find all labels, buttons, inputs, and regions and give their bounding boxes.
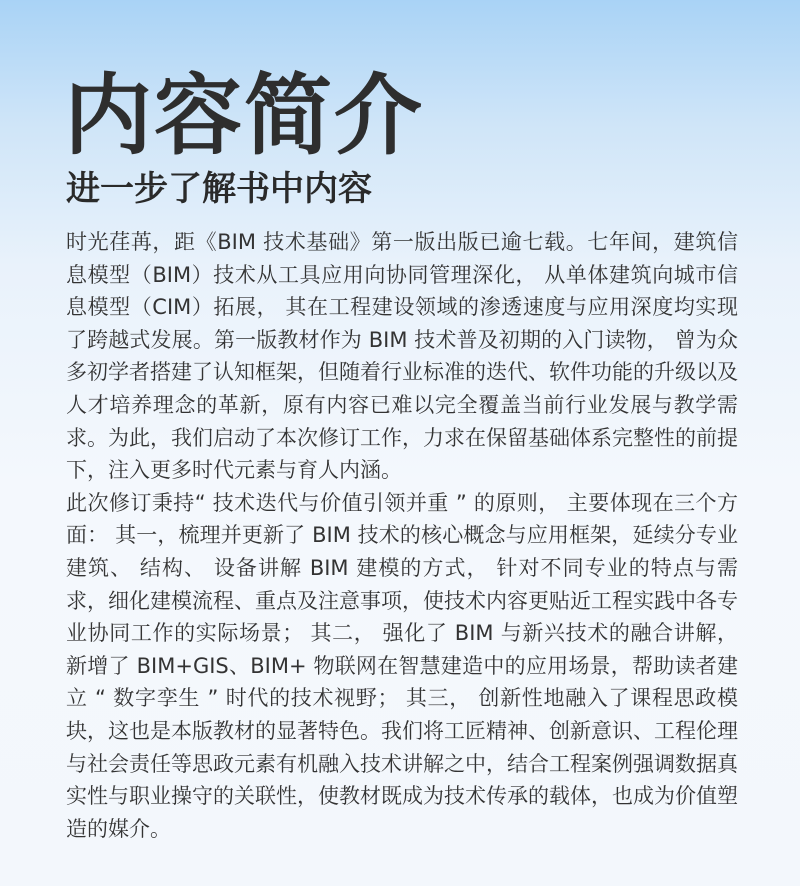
page-title: 内容简介 (64, 64, 425, 167)
page-subtitle: 进一步了解书中内容 (66, 169, 372, 209)
intro-paragraph-2: 此次修订秉持“ 技术迭代与价值引领并重 ” 的原则， 主要体现在三个方面： 其一，梳理并更新了 BIM 技术的核心概念与应用框架，延续分专业建筑、 结构、 设备讲解 BIM 建模的方式， 针对不同专业的特点与需求，细化建模流程、重点及注意事项，使技术内容更贴近工程实践中各专业协同工作的实际场景； 其二， 强化了 BIM 与新兴技术的融合讲解，新增了 BIM+GIS、BIM+ 物联网在智慧建造中的应用场景，帮助读者建立 “ 数字孪生 ” 时代的技术视野； 其三， 创新性地融入了课程思政模块，这也是本版教材的显著特色。我们将工匠精神、创新意识、工程伦理与社会责任等思政元素有机融入技术讲解之中，结合工程案例强调数据真实性与职业操守的关联性，使教材既成为技术传承的载体，也成为价值塑造的媒介。 (66, 490, 738, 841)
intro-paragraph-1: 时光荏苒，距《BIM 技术基础》第一版出版已逾七载。七年间，建筑信息模型（BIM）技术从工具应用向协同管理深化， 从单体建筑向城市信息模型（CIM）拓展， 其在工程建设领域的渗透速度与应用深度均实现了跨越式发展。第一版教材作为 BIM 技术普及初期的入门读物， 曾为众多初学者搭建了认知框架，但随着行业标准的迭代、软件功能的升级以及人才培养理念的革新，原有内容已难以完全覆盖当前行业发展与教学需求。为此，我们启动了本次修订工作，力求在保留基础体系完整性的前提下，注入更多时代元素与育人内涵。 (66, 230, 738, 483)
intro-body (66, 226, 738, 845)
